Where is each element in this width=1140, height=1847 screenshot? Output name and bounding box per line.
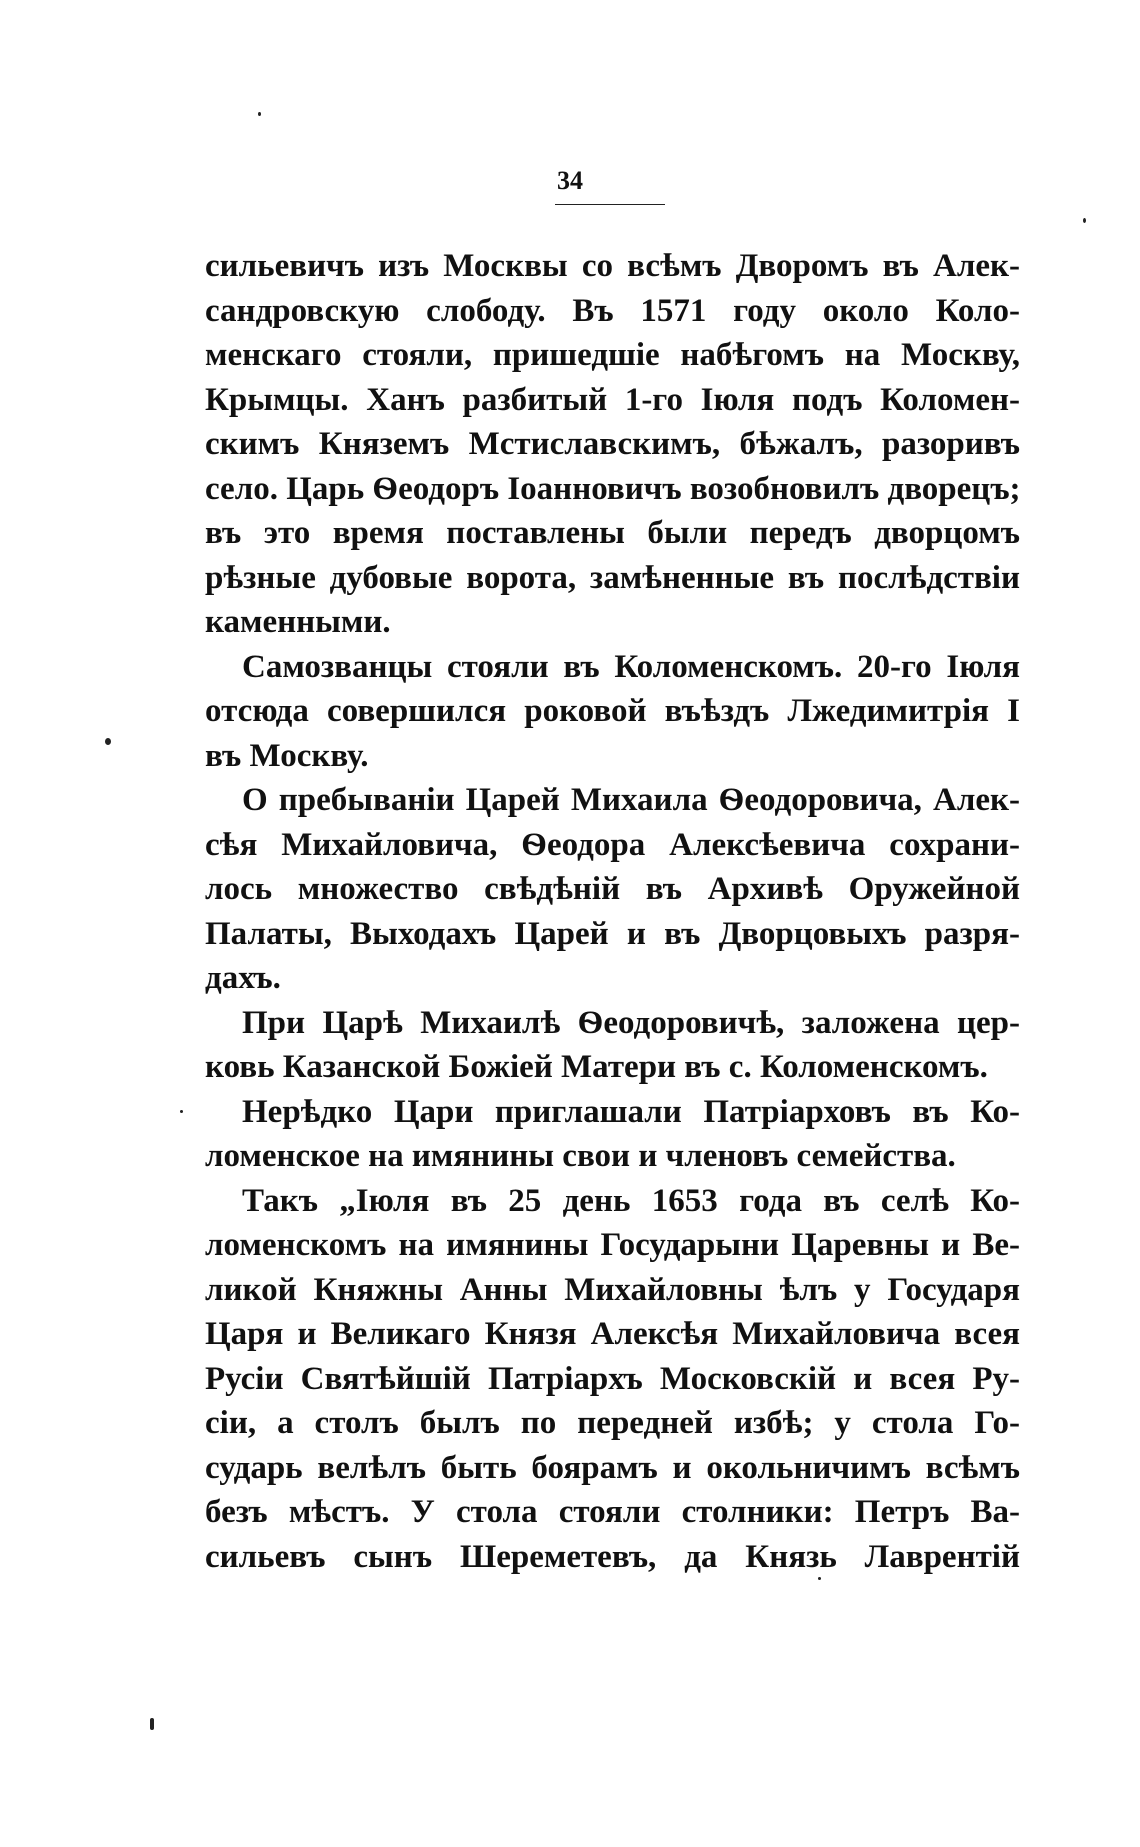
paragraph-5 bbox=[205, 1090, 1020, 1179]
text-line: сандровскую слободу. Въ 1571 году около Коло- bbox=[205, 292, 1020, 329]
text-line: ломенскомъ на имянины Государыни Царевны и Ве- bbox=[205, 1227, 1020, 1263]
scan-speck bbox=[258, 112, 261, 116]
scan-speck bbox=[1083, 218, 1086, 223]
text-line: Крымцы. Ханъ разбитый 1-го Іюля подъ Коломен- bbox=[205, 381, 1020, 418]
text-line: Палаты, Выходахъ Царей и въ Дворцовыхъ разря- bbox=[205, 915, 1020, 952]
text-line: скимъ Княземъ Мстиславскимъ, бѣжалъ, разоривъ bbox=[205, 426, 1020, 462]
text-line: рѣзные дубовые ворота, замѣненные въ послѣдствіи bbox=[205, 559, 1020, 596]
text-line: Царя и Великаго Князя Алексѣя Михайловича всея bbox=[205, 1316, 1020, 1352]
text-line: Самозванцы стояли въ Коломенскомъ. 20-го Іюля bbox=[242, 648, 1020, 685]
text-line: менскаго стояли, пришедшіе набѣгомъ на Москву, bbox=[205, 337, 1020, 373]
text-line: Нерѣдко Цари приглашали Патріарховъ въ Ко- bbox=[242, 1093, 1020, 1130]
scan-speck bbox=[818, 1577, 821, 1580]
page-number-rule bbox=[555, 204, 665, 205]
text-body bbox=[205, 244, 1020, 1579]
paragraph-2 bbox=[205, 645, 1020, 779]
page-number: 34 bbox=[557, 166, 583, 195]
text-line: въ это время поставлены были передъ дворцомъ bbox=[205, 515, 1020, 551]
text-line: дахъ. bbox=[205, 960, 281, 996]
text-line: лось множество свѣдѣній въ Архивѣ Оружейной bbox=[205, 871, 1020, 907]
text-line: безъ мѣстъ. У стола стояли столники: Петръ Ва- bbox=[205, 1494, 1020, 1530]
text-line: Русіи Святѣйшій Патріархъ Московскій и всея Ру- bbox=[205, 1360, 1020, 1397]
text-line: сильевичъ изъ Москвы со всѣмъ Дворомъ въ Алек- bbox=[205, 248, 1020, 284]
scan-speck bbox=[105, 738, 111, 745]
text-line: сударь велѣлъ быть боярамъ и окольничимъ всѣмъ bbox=[205, 1449, 1020, 1486]
paragraph-4 bbox=[205, 1001, 1020, 1090]
text-line: въ Москву. bbox=[205, 737, 369, 774]
paragraph-1 bbox=[205, 244, 1020, 645]
scan-speck bbox=[180, 1110, 183, 1113]
text-line: каменными. bbox=[205, 604, 391, 640]
text-line: ликой Княжны Анны Михайловны ѣлъ у Государя bbox=[205, 1271, 1020, 1308]
scan-speck bbox=[150, 1718, 154, 1730]
text-line: сильевъ сынъ Шереметевъ, да Князь Лаврентій bbox=[205, 1538, 1020, 1575]
text-line: отсюда совершился роковой въѣздъ Лжедимитрія I bbox=[205, 693, 1020, 729]
text-line: сіи, а столъ былъ по передней избѣ; у стола Го- bbox=[205, 1405, 1020, 1441]
paragraph-3 bbox=[205, 778, 1020, 1001]
text-line: ковь Казанской Божіей Матери въ с. Коломенскомъ. bbox=[205, 1049, 988, 1085]
text-line: ломенское на имянины свои и членовъ семейства. bbox=[205, 1138, 956, 1174]
paragraph-6 bbox=[205, 1179, 1020, 1580]
text-line: О пребываніи Царей Михаила Ѳеодоровича, Алек- bbox=[242, 782, 1020, 818]
text-line: Такъ „Іюля въ 25 день 1653 года въ селѣ Ко- bbox=[242, 1182, 1020, 1219]
text-line: село. Царь Ѳеодоръ Іоанновичъ возобновилъ дворецъ; bbox=[205, 470, 1021, 507]
text-line: сѣя Михайловича, Ѳеодора Алексѣевича сохрани- bbox=[205, 826, 1020, 863]
text-line: При Царѣ Михаилѣ Ѳеодоровичѣ, заложена цер- bbox=[242, 1004, 1020, 1041]
